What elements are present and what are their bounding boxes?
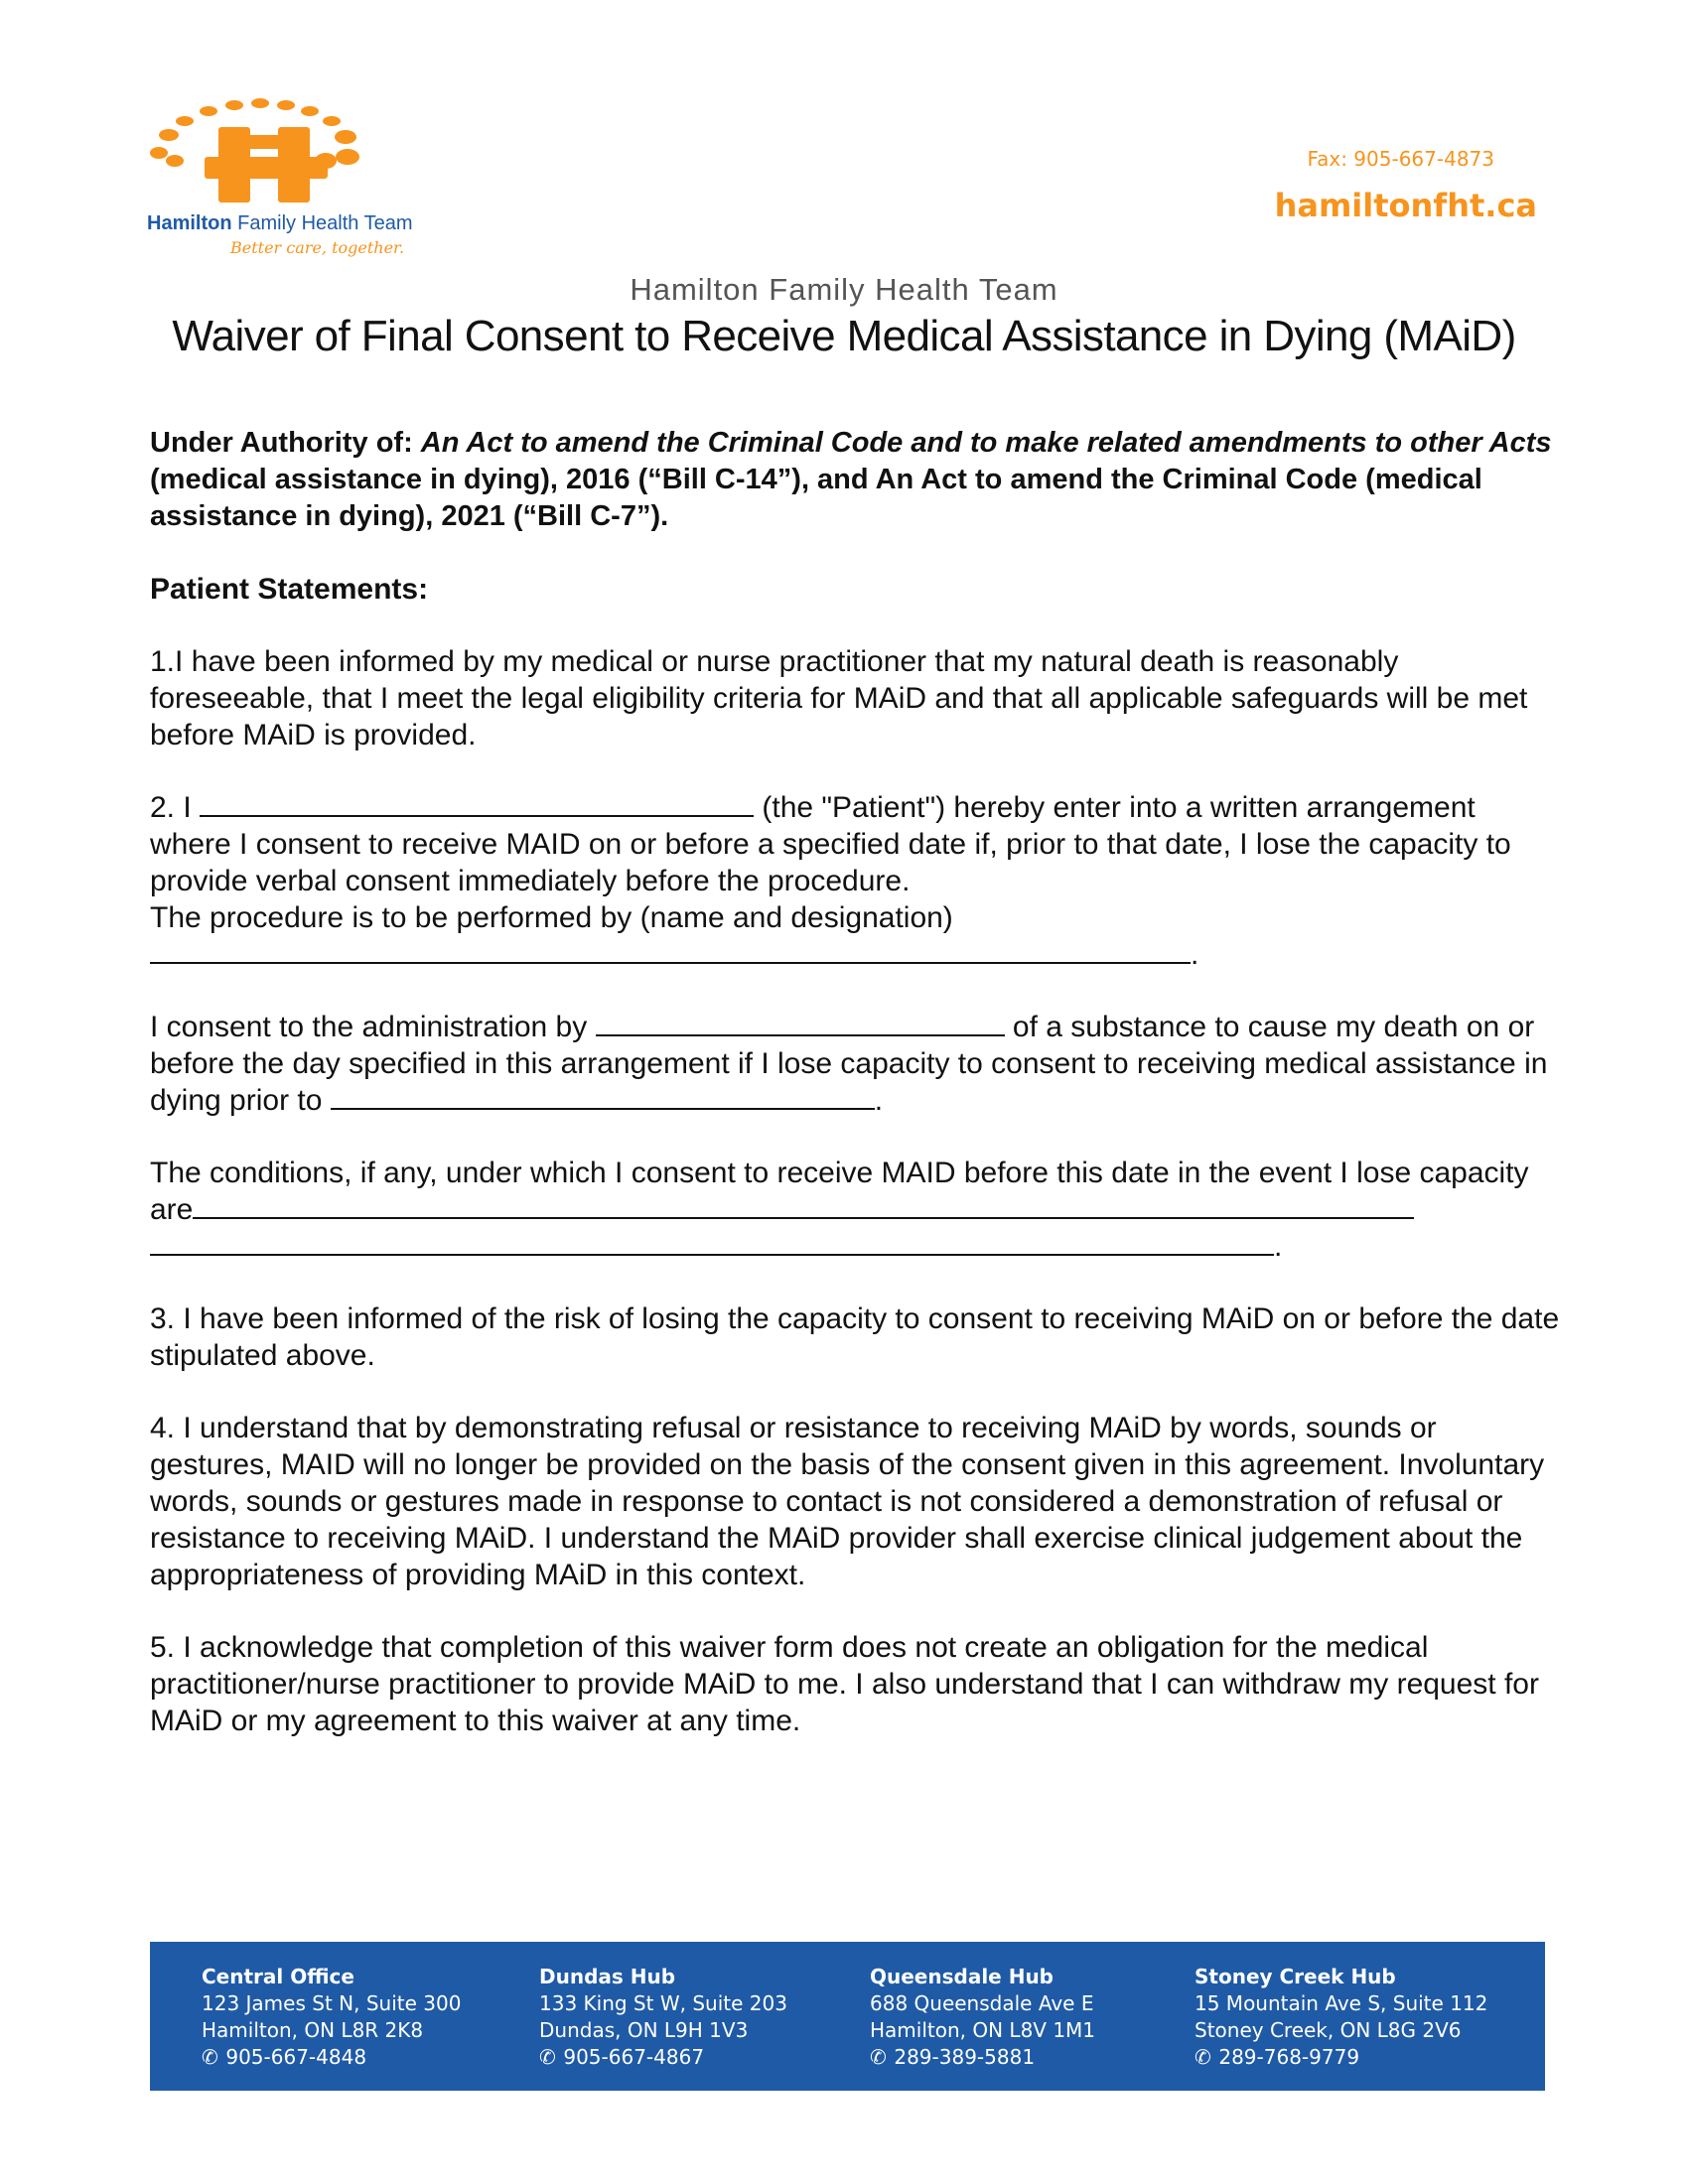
hub-address-line-2: Hamilton, ON L8V 1M1 [870,2018,1096,2042]
hub-address-line-1: 688 Queensdale Ave E [870,1991,1094,2015]
hub-queensdale [870,1964,1095,2071]
authority-rest: (medical assistance in dying), 2016 (“Bill C-14”), and An Act to amend the Criminal Code (medical assistance in dying), 2021 (“Bill C-7”). [150,464,1482,532]
conditions-field-line-1[interactable] [193,1193,1414,1219]
patient-name-field[interactable] [200,791,754,817]
phone-icon: ✆ [539,2045,556,2069]
hub-phone [870,2044,1095,2071]
website-link[interactable]: hamiltonfht.ca [1274,187,1537,224]
consent-paragraph [150,1009,1560,1119]
hub-name: Dundas Hub [539,1965,676,1988]
hub-address-line-2: Hamilton, ON L8R 2K8 [202,2018,424,2042]
fax-number: Fax: 905-667-4873 [1307,147,1494,171]
statement-2 [150,789,1560,973]
conditions-field-line-2[interactable] [150,1230,1274,1256]
authority-lead: Under Authority of: [150,427,421,459]
authority-paragraph [150,425,1560,535]
organization-name: Hamilton Family Health Team [630,272,1058,307]
statement-2-lead: 2. I [150,791,201,824]
hub-phone-number[interactable]: 289-389-5881 [894,2045,1036,2069]
hub-dundas [539,1964,787,2071]
statement-2-provider-label: The procedure is to be performed by (name and designation) [150,901,953,934]
hub-phone [539,2044,787,2071]
logo-tagline: Better care, together. [230,238,405,257]
hub-phone [202,2044,461,2071]
logo-wordmark [147,212,412,235]
administrator-field[interactable] [596,1011,1005,1036]
consent-text: of a substance to cause my death on or before the day specified in this arrangement if I lose capacity to consent to receiving medical assistance in dying prior to [150,1011,1548,1117]
hub-name: Queensdale Hub [870,1965,1054,1988]
phone-icon: ✆ [1195,2045,1211,2069]
period: . [1274,1230,1283,1263]
hub-central-office [202,1964,461,2071]
logo-name-rest: Family Health Team [231,212,413,234]
hub-phone-number[interactable]: 905-667-4867 [563,2045,705,2069]
hub-phone-number[interactable]: 289-768-9779 [1218,2045,1360,2069]
statement-5: 5. I acknowledge that completion of this waiver form does not create an obligation for the medical practitioner/nurse practitioner to provide MAiD to me. I also understand that I can withdraw my request for MAiD or my agreement to this waiver at any time. [150,1631,1539,1737]
hub-phone-number[interactable]: 905-667-4848 [225,2045,367,2069]
date-field[interactable] [331,1084,875,1110]
statement-1: 1.I have been informed by my medical or nurse practitioner that my natural death is reasonably foreseeable, that I meet the legal eligibility criteria for MAiD and that all applicable safeguards will be met before MAiD is provided. [150,645,1528,751]
logo-name-bold: Hamilton [147,212,232,234]
hub-address-line-1: 123 James St N, Suite 300 [202,1991,462,2015]
phone-icon: ✆ [202,2045,218,2069]
hub-address-line-2: Stoney Creek, ON L8G 2V6 [1195,2018,1462,2042]
period: . [874,1084,884,1117]
hub-stoney-creek [1195,1964,1487,2071]
consent-lead: I consent to the administration by [150,1011,596,1043]
conditions-text: The conditions, if any, under which I consent to receive MAID before this date in the event I lose capacity are [150,1157,1529,1226]
hub-address-line-1: 133 King St W, Suite 203 [539,1991,787,2015]
statement-3: 3. I have been informed of the risk of losing the capacity to consent to receiving MAiD on or before the date stipulated above. [150,1302,1560,1372]
patient-statements-heading: Patient Statements: [150,573,429,606]
statement-2-text: (the "Patient") hereby enter into a written arrangement where I consent to receive MAID on or before a specified date if, prior to that date, I lose the capacity to provide verbal consent immediately before the procedure. [150,791,1511,897]
document-title: Waiver of Final Consent to Receive Medical Assistance in Dying (MAiD) [172,312,1516,360]
authority-act-title: An Act to amend the Criminal Code and to make related amendments to other Acts [420,427,1552,459]
footer-contact-bar [150,1942,1545,2091]
hub-address-line-2: Dundas, ON L9H 1V3 [539,2018,749,2042]
phone-icon: ✆ [870,2045,887,2069]
document-body [150,425,1560,1775]
hub-name: Central Office [202,1965,354,1988]
hub-phone [1195,2044,1487,2071]
provider-name-field[interactable] [150,938,1191,964]
period: . [1191,938,1199,971]
conditions-paragraph [150,1155,1560,1265]
statement-4: 4. I understand that by demonstrating refusal or resistance to receiving MAiD by words, sounds or gestures, MAID will no longer be provided on the basis of the consent given in this agreement. Involuntary words, sounds or gestures made in response to contact is not considered a demonstration of refusal or resistance to receiving MAiD. I understand the MAiD provider shall exercise clinical judgement about the appropriateness of providing MAiD in this context. [150,1412,1545,1591]
hub-address-line-1: 15 Mountain Ave S, Suite 112 [1195,1991,1488,2015]
hub-name: Stoney Creek Hub [1195,1965,1396,1988]
